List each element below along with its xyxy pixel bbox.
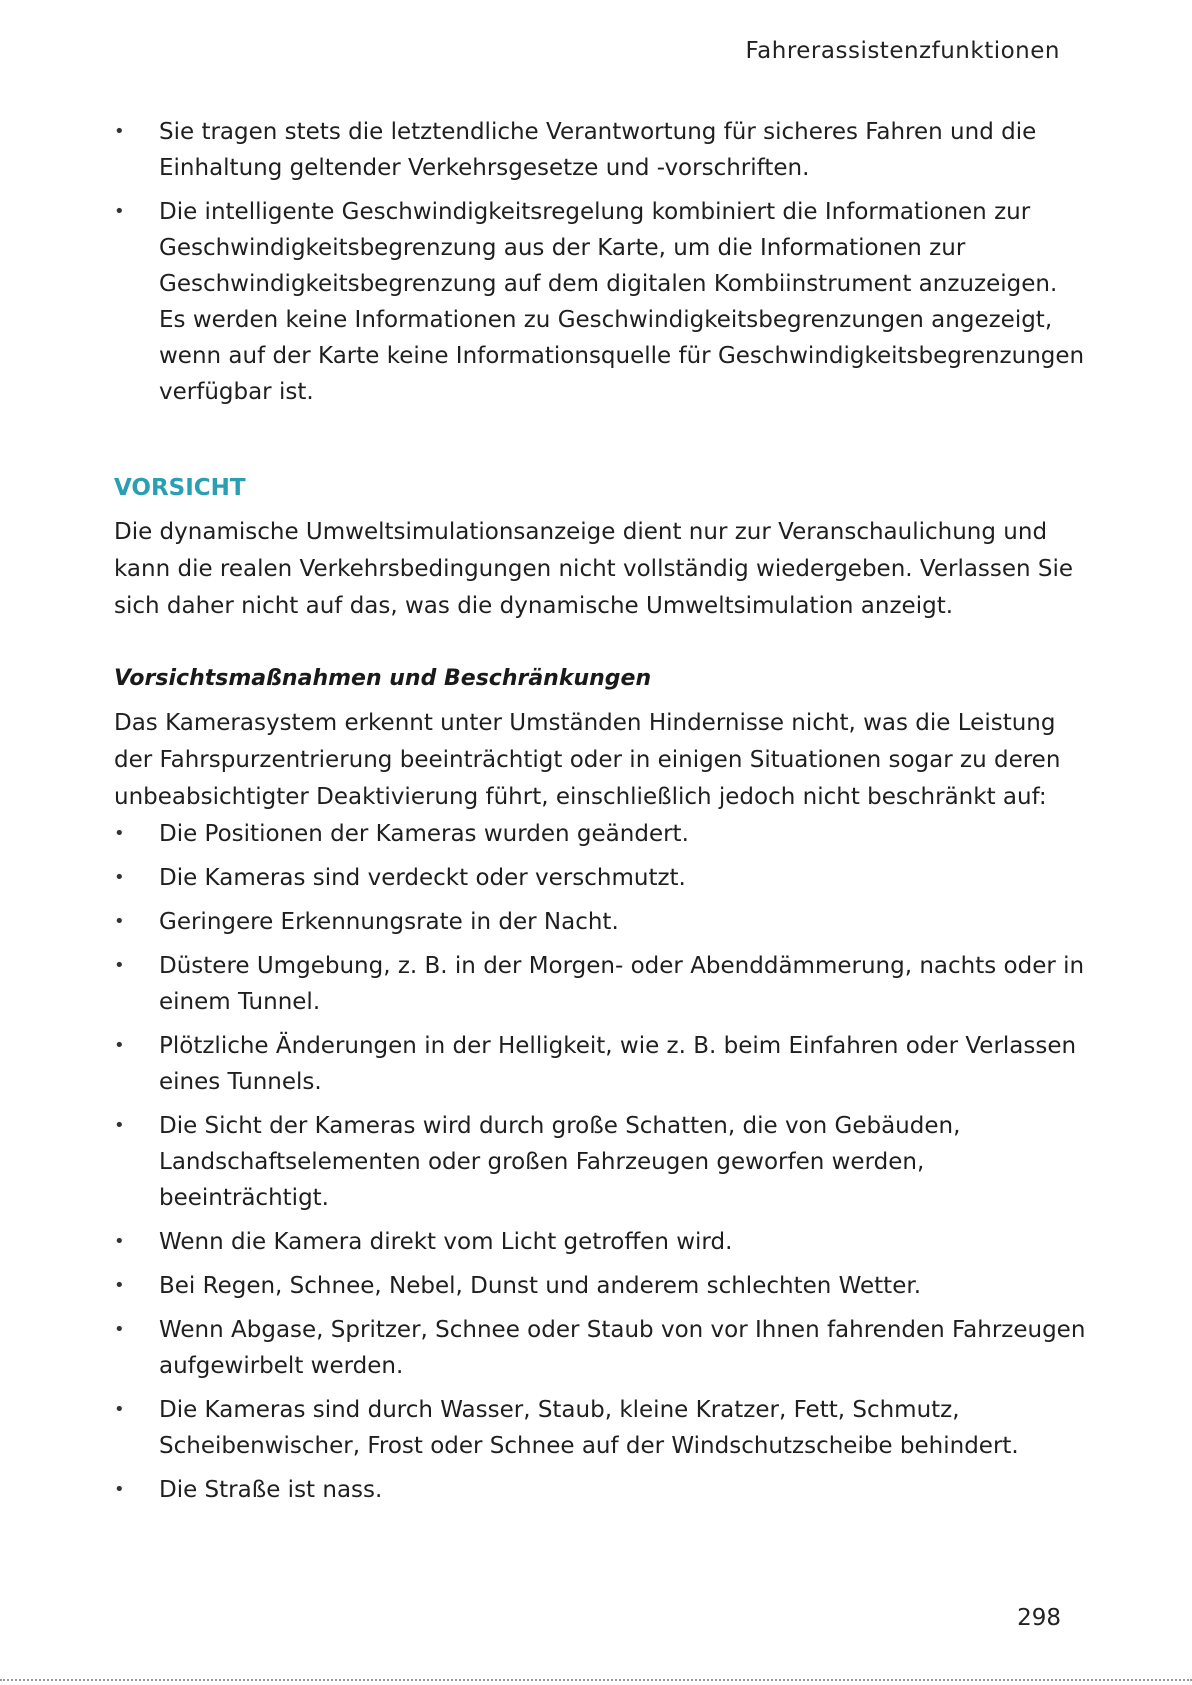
page-bottom-divider bbox=[0, 1679, 1192, 1681]
caution-text: Die dynamische Umweltsimulationsanzeige dient nur zur Veranschaulichung und kann die realen Verkehrsbedingungen nicht vollständig wiedergeben. Verlassen Sie sich daher nicht auf das, was die dynamische Umweltsimulation anzeigt. bbox=[114, 519, 1074, 619]
list-item: • Die Straße ist nass. bbox=[114, 1472, 1088, 1508]
list-item: • Die Kameras sind verdeckt oder verschmutzt. bbox=[114, 860, 1088, 896]
list-item: • Die Positionen der Kameras wurden geändert. bbox=[114, 816, 1088, 852]
top-bullet-list bbox=[114, 114, 1088, 410]
list-item: • Bei Regen, Schnee, Nebel, Dunst und anderem schlechten Wetter. bbox=[114, 1268, 1088, 1304]
list-item: • Die Sicht der Kameras wird durch große Schatten, die von Gebäuden, Landschaftselementen oder großen Fahrzeugen geworfen werden, beeinträchtigt. bbox=[114, 1108, 1088, 1216]
list-item: • Die Kameras sind durch Wasser, Staub, kleine Kratzer, Fett, Schmutz, Scheibenwischer, Frost oder Schnee auf der Windschutzscheibe behindert. bbox=[114, 1392, 1088, 1464]
running-header: Fahrerassistenzfunktionen bbox=[745, 38, 1060, 64]
list-item: • Sie tragen stets die letztendliche Verantwortung für sicheres Fahren und die Einhaltung geltender Verkehrsgesetze und -vorschriften. bbox=[114, 114, 1088, 186]
section-heading: Vorsichtsmaßnahmen und Beschränkungen bbox=[114, 666, 652, 691]
list-item: • Plötzliche Änderungen in der Helligkeit, wie z. B. beim Einfahren oder Verlassen eines Tunnels. bbox=[114, 1028, 1088, 1100]
page-number: 298 bbox=[1017, 1605, 1061, 1631]
section-intro: Das Kamerasystem erkennt unter Umständen Hindernisse nicht, was die Leistung der Fahrspurzentrierung beeinträchtigt oder in einigen Situationen sogar zu deren unbeabsichtigter Deaktivierung führt, einschließlich jedoch nicht beschränkt auf: bbox=[114, 710, 1061, 810]
list-item: • Düstere Umgebung, z. B. in der Morgen- oder Abenddämmerung, nachts oder in einem Tunnel. bbox=[114, 948, 1088, 1020]
list-item: • Wenn Abgase, Spritzer, Schnee oder Staub von vor Ihnen fahrenden Fahrzeugen aufgewirbelt werden. bbox=[114, 1312, 1088, 1384]
page-content bbox=[114, 114, 1088, 1516]
limitations-bullet-list bbox=[114, 816, 1088, 1508]
caution-heading: VORSICHT bbox=[114, 475, 246, 501]
list-item: • Die intelligente Geschwindigkeitsregelung kombiniert die Informationen zur Geschwindigkeitsbegrenzung aus der Karte, um die Informationen zur Geschwindigkeitsbegrenzung auf dem digitalen Kombiinstrument anzuzeigen. Es werden keine Informationen zu Geschwindigkeitsbegrenzungen angezeigt, wenn auf der Karte keine Informationsquelle für Geschwindigkeitsbegrenzungen verfügbar ist. bbox=[114, 194, 1088, 410]
list-item: • Geringere Erkennungsrate in der Nacht. bbox=[114, 904, 1088, 940]
list-item: • Wenn die Kamera direkt vom Licht getroffen wird. bbox=[114, 1224, 1088, 1260]
